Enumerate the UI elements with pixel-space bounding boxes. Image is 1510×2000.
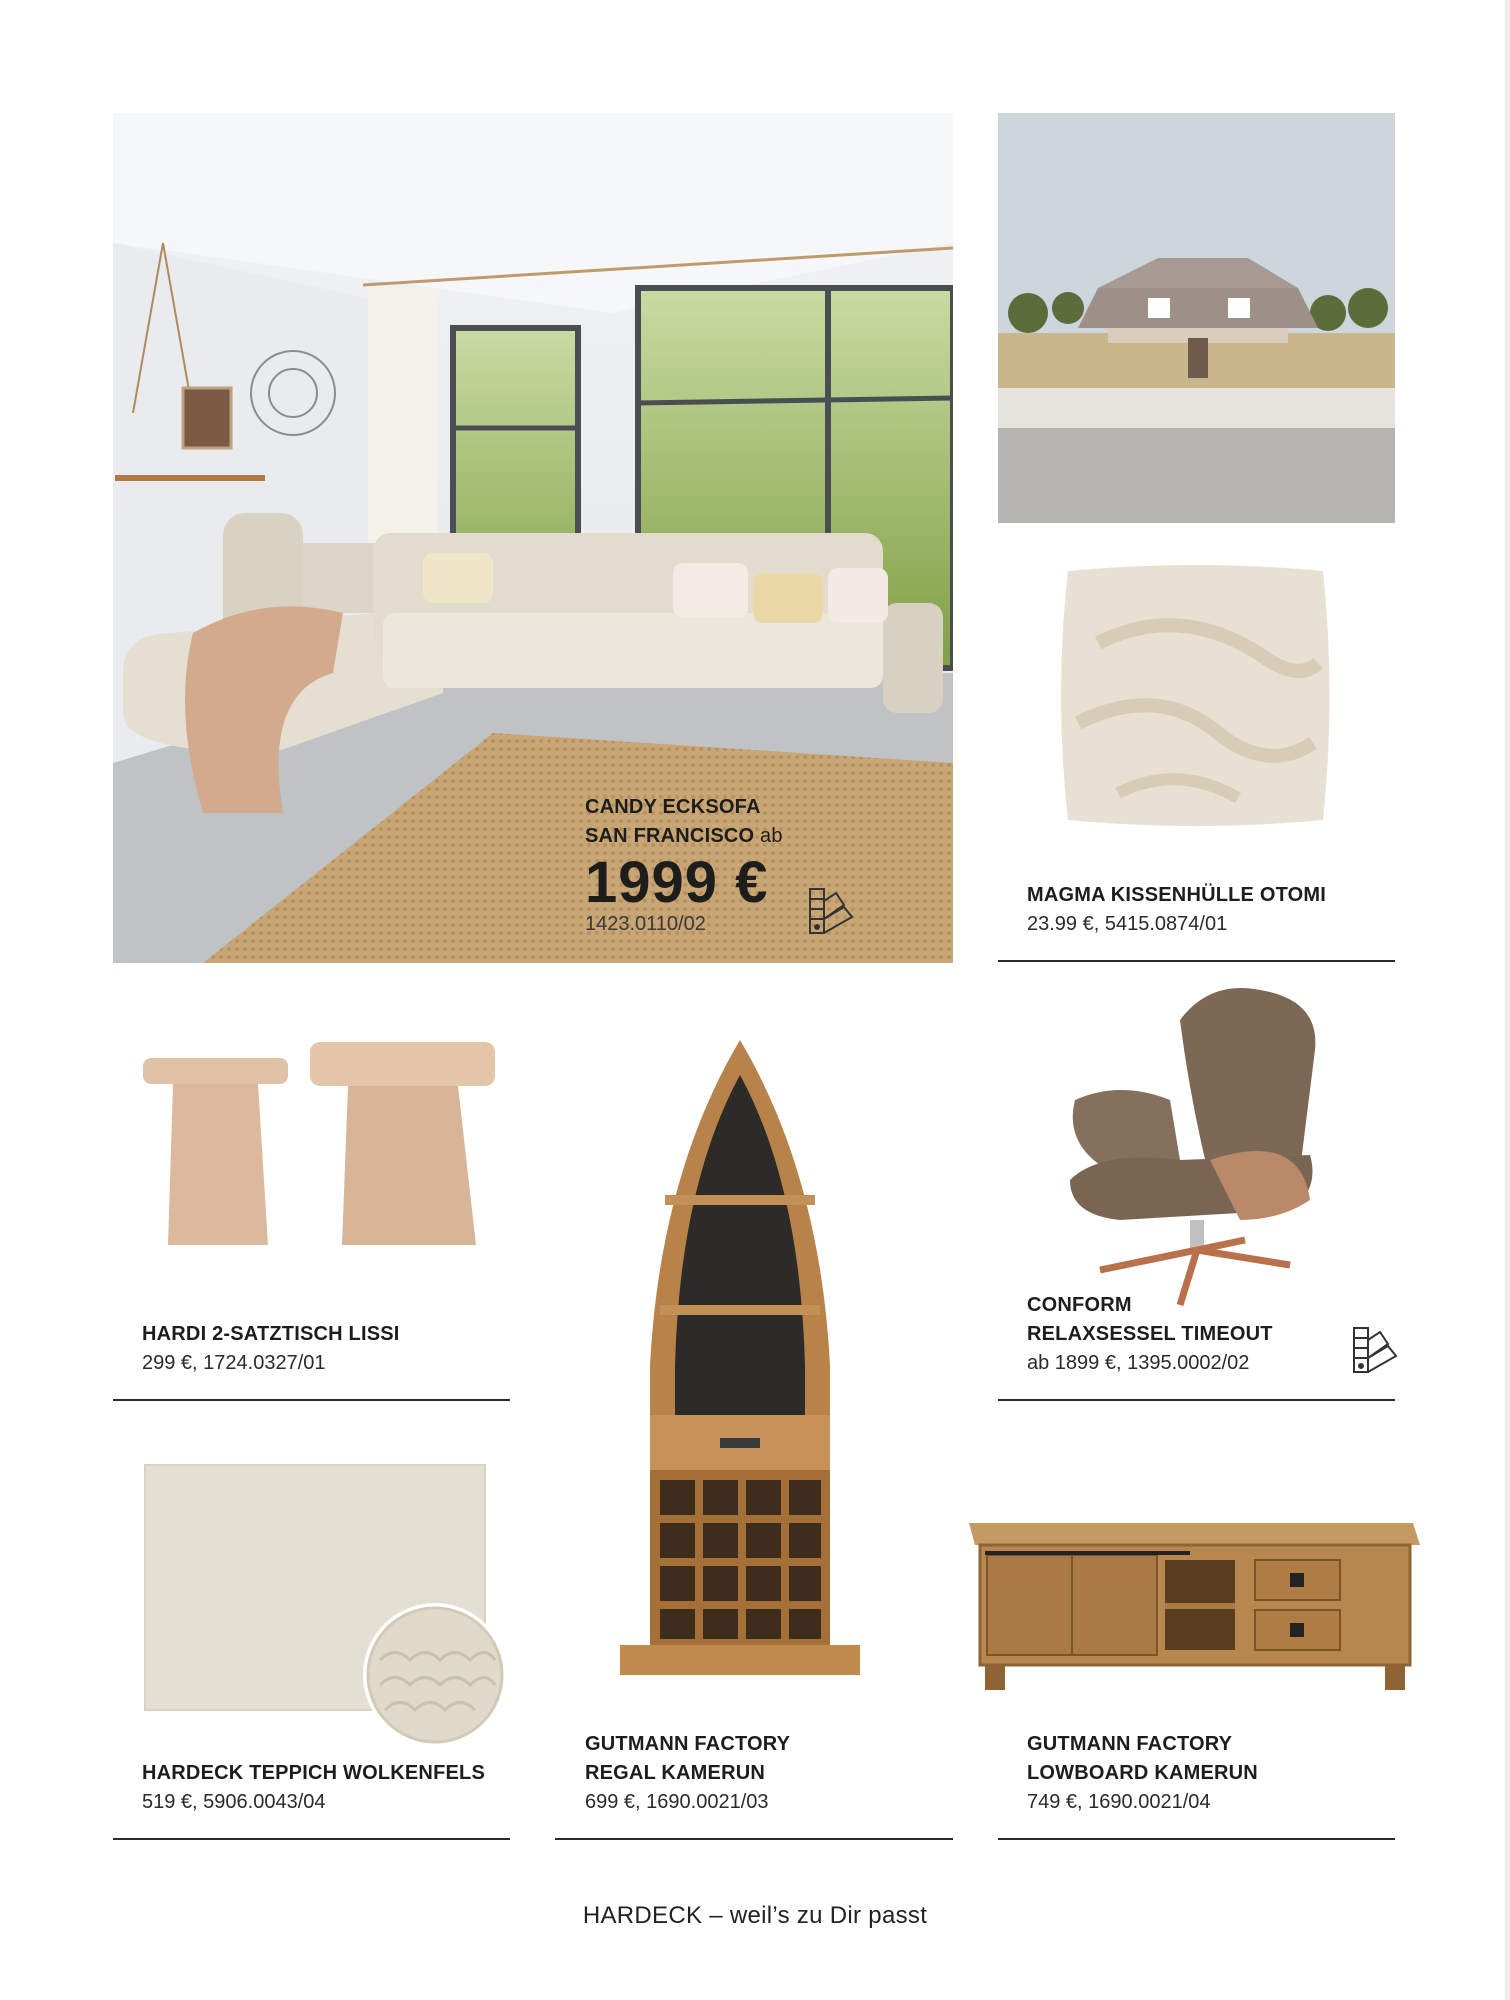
rug-photo	[140, 1460, 515, 1750]
sofa-price: 1999 €	[585, 850, 769, 915]
tables-title: HARDI 2-SATZTISCH LISSI	[142, 1323, 400, 1345]
shelf-title-line2: REGAL KAMERUN	[585, 1762, 766, 1784]
cushion-photo	[1058, 563, 1333, 828]
sofa-title-name: SAN FRANCISCO	[585, 825, 755, 847]
color-swatch-icon	[1352, 1326, 1398, 1374]
divider	[113, 1399, 510, 1401]
sofa-article-number: 1423.0110/02	[585, 913, 706, 935]
divider	[998, 1838, 1395, 1840]
divider	[998, 960, 1395, 962]
rug-title: HARDECK TEPPICH WOLKENFELS	[142, 1762, 485, 1784]
divider	[998, 1399, 1395, 1401]
beach-house-photo	[998, 113, 1395, 523]
color-swatch-icon	[808, 887, 854, 935]
sofa-price-prefix: ab	[760, 825, 783, 847]
living-room-photo	[113, 113, 953, 963]
chair-title-line1: CONFORM	[1027, 1294, 1132, 1316]
sofa-title-line2	[585, 822, 783, 851]
chair-info: ab 1899 €, 1395.0002/02	[1027, 1352, 1250, 1374]
shelf-title-line1: GUTMANN FACTORY	[585, 1733, 791, 1755]
cushion-info: 23.99 €, 5415.0874/01	[1027, 913, 1228, 935]
relax-chair-photo	[1060, 980, 1330, 1310]
footer-slogan: HARDECK – weil’s zu Dir passt	[582, 1902, 928, 1929]
lowboard-info: 749 €, 1690.0021/04	[1027, 1791, 1211, 1813]
lowboard-photo	[965, 1515, 1420, 1695]
rug-info: 519 €, 5906.0043/04	[142, 1791, 326, 1813]
boat-shelf-photo	[615, 1035, 865, 1680]
divider	[555, 1838, 953, 1840]
tables-info: 299 €, 1724.0327/01	[142, 1352, 326, 1374]
cushion-title: MAGMA KISSENHÜLLE OTOMI	[1027, 884, 1327, 906]
side-tables-photo	[138, 1040, 500, 1250]
divider	[113, 1838, 510, 1840]
lowboard-title-line1: GUTMANN FACTORY	[1027, 1733, 1233, 1755]
sofa-title-line1: CANDY ECKSOFA	[585, 796, 761, 818]
shelf-info: 699 €, 1690.0021/03	[585, 1791, 769, 1813]
page-edge	[1505, 0, 1510, 2000]
chair-title-line2: RELAXSESSEL TIMEOUT	[1027, 1323, 1273, 1345]
lowboard-title-line2: LOWBOARD KAMERUN	[1027, 1762, 1258, 1784]
